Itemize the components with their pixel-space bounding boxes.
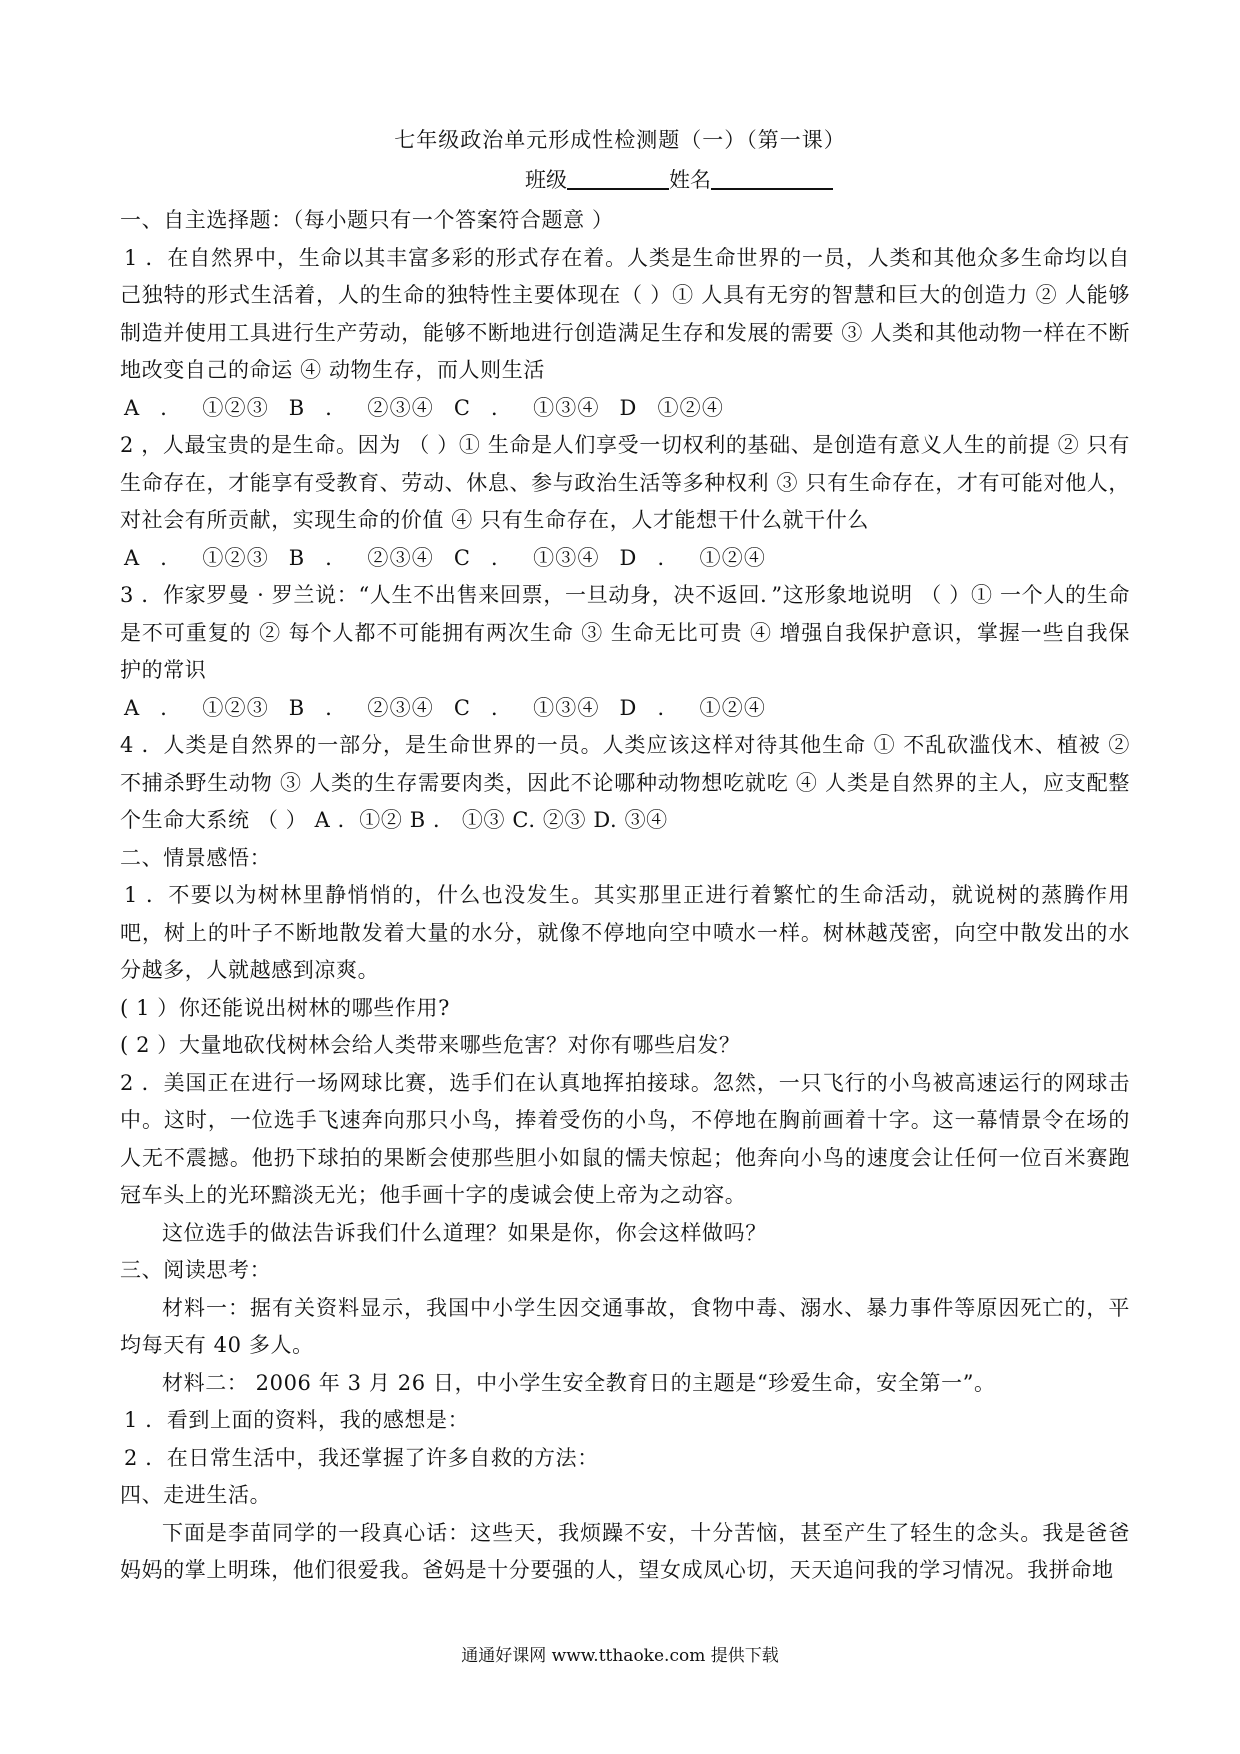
section-4-heading: 四、走进生活。 — [120, 1483, 272, 1507]
document-title: 七年级政治单元形成性检测题（一）（第一课） — [394, 128, 846, 152]
scenario-2-question: 这位选手的做法告诉我们什么道理？如果是你，你会这样做吗？ — [162, 1220, 767, 1245]
question-2-options: A ． ①②③ B ． ②③④ C ． ①③④ D ． ①②④ — [124, 545, 767, 570]
question-3-options: A ． ①②③ B ． ②③④ C ． ①③④ D ． ①②④ — [124, 695, 767, 720]
section-1-heading: 一、自主选择题：（每小题只有一个答案符合题意 ） — [120, 208, 614, 232]
class-label: 班级 — [525, 168, 567, 192]
reading-question-2: 2 ．在日常生活中，我还掌握了许多自救的方法： — [124, 1445, 599, 1470]
name-label: 姓名 — [669, 168, 711, 192]
section-2-heading: 二、情景感悟： — [120, 845, 272, 870]
class-name-line — [0, 164, 1240, 194]
life-passage: 下面是李苗同学的一段真心话：这些天，我烦躁不安，十分苦恼，甚至产生了轻生的念头。我是爸爸妈妈的掌上明珠，他们很爱我。爸妈是十分要强的人，望女成凤心切，天天追问我的学习情况。我拼命地 — [120, 1520, 1130, 1582]
reading-question-1: 1 ．看到上面的资料，我的感想是： — [124, 1408, 470, 1432]
question-2: 2 ，人最宝贵的是生命。因为 （ ）① 生命是人们享受一切权利的基础、是创造有意义人生的前提 ② 只有生命存在，才能享有受教育、劳动、休息、参与政治生活等多种权利 ③ 只有生命存在，才有可能对他人，对社会有所贡献，实现生命的价值 ④ 只有生命存在，人才能想干什么就干什么 — [120, 433, 1130, 532]
question-4: 4 ．人类是自然界的一部分，是生命世界的一员。人类应该这样对待其他生命 ① 不乱砍滥伐木、植被 ② 不捕杀野生动物 ③ 人类的生存需要肉类，因此不论哪种动物想吃就吃 ④ 人类是自然界的主人，应支配整个生命大系统 （ ） A ．①② B ． ①③ C. ②③ D. ③④ — [120, 733, 1130, 832]
exam-content — [120, 202, 1130, 1590]
scenario-1-question-2: ( 2 ）大量地砍伐树林会给人类带来哪些危害？对你有哪些启发？ — [120, 1033, 741, 1057]
material-1: 材料一：据有关资料显示，我国中小学生因交通事故，食物中毒、溺水、暴力事件等原因死亡的，平均每天有 40 多人。 — [120, 1295, 1130, 1357]
class-blank — [567, 168, 669, 190]
scenario-1-question-1: ( 1 ）你还能说出树林的哪些作用? — [120, 995, 450, 1020]
question-1: 1 ．在自然界中，生命以其丰富多彩的形式存在着。人类是生命世界的一员，人类和其他众多生命均以自己独特的形式生活着，人的生命的独特性主要体现在（ ）① 人具有无穷的智慧和巨大的创造力 ② 人能够制造并使用工具进行生产劳动，能够不断地进行创造满足生存和发展的需要 ③ 人类和其他动物一样在不断地改变自己的命运 ④ 动物生存，而人则生活 — [120, 245, 1130, 382]
page-footer: 通通好课网 www.tthaoke.com 提供下载 — [461, 1646, 779, 1666]
scenario-2: 2 ．美国正在进行一场网球比赛，选手们在认真地挥拍接球。忽然，一只飞行的小鸟被高速运行的网球击中。这时，一位选手飞速奔向那只小鸟，捧着受伤的小鸟，不停地在胸前画着十字。这一幕情景令在场的人无不震撼。他扔下球拍的果断会使那些胆小如鼠的懦夫惊起；他奔向小鸟的速度会让任何一位百米赛跑冠车头上的光环黯淡无光；他手画十字的虔诚会使上帝为之动容。 — [120, 1070, 1130, 1207]
material-2: 材料二： 2006 年 3 月 26 日，中小学生安全教育日的主题是“珍爱生命，安全第一”。 — [162, 1370, 996, 1395]
name-blank — [711, 168, 833, 190]
scenario-1: 1 ．不要以为树林里静悄悄的，什么也没发生。其实那里正进行着繁忙的生命活动，就说树的蒸腾作用吧，树上的叶子不断地散发着大量的水分，就像不停地向空中喷水一样。树林越茂密，向空中散发出的水分越多，人就越感到凉爽。 — [120, 883, 1130, 982]
question-3: 3 ．作家罗曼 · 罗兰说：“人生不出售来回票，一旦动身，决不返回．”这形象地说明 （ ）① 一个人的生命是不可重复的 ② 每个人都不可能拥有两次生命 ③ 生命无比可贵 ④ 增强自我保护意识，掌握一些自我保护的常识 — [120, 583, 1130, 682]
question-1-options: A ． ①②③ B ． ②③④ C ． ①③④ D ①②④ — [124, 395, 725, 420]
section-3-heading: 三、阅读思考： — [120, 1258, 272, 1282]
